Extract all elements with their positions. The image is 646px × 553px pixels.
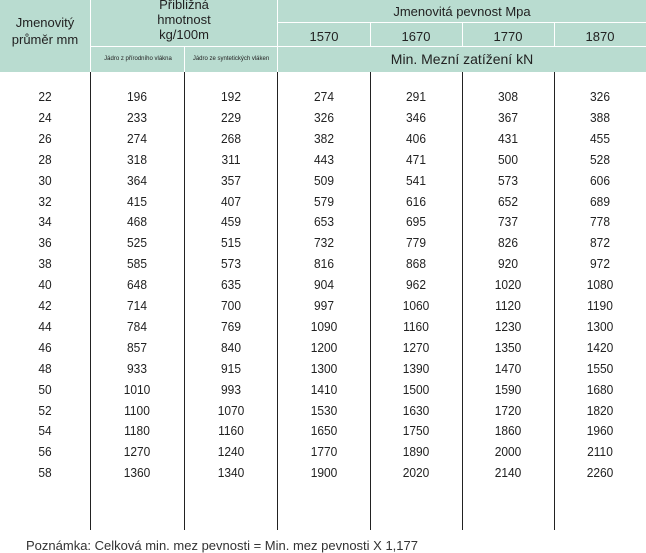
cell-load-1570: 443	[314, 151, 334, 167]
cell-diameter: 48	[38, 360, 52, 376]
cell-mass-natural: 525	[127, 235, 147, 251]
load-header: Min. Mezní zatížení kN	[390, 51, 534, 67]
cell-load-1570: 509	[314, 172, 334, 188]
grade-1670: 1670	[401, 29, 431, 44]
cell-mass-synthetic: 515	[221, 235, 241, 251]
cell-load-1770: 1470	[494, 360, 522, 376]
cell-load-1670: 346	[406, 109, 426, 125]
cell-load-1870: 2110	[587, 444, 613, 460]
cell-diameter: 40	[38, 277, 52, 293]
cell-load-1570: 579	[314, 193, 334, 209]
grade-1870: 1870	[585, 29, 615, 44]
cell-load-1870: 606	[590, 172, 610, 188]
cell-mass-synthetic: 993	[221, 381, 241, 397]
cell-mass-natural: 468	[127, 214, 147, 230]
table-header	[0, 0, 646, 72]
cell-load-1870: 1300	[586, 318, 614, 334]
cell-mass-natural: 648	[127, 277, 147, 293]
mass-header-line2: hmotnost	[157, 12, 211, 27]
grade-1770: 1770	[493, 29, 523, 44]
cell-mass-synthetic: 229	[221, 109, 241, 125]
column-rule	[90, 72, 91, 530]
cell-mass-natural: 318	[127, 151, 147, 167]
cell-load-1570: 904	[314, 277, 334, 293]
cell-mass-synthetic: 357	[221, 172, 241, 188]
cell-load-1670: 1160	[403, 318, 429, 334]
cell-load-1670: 616	[406, 193, 426, 209]
cell-diameter: 54	[38, 423, 52, 439]
mass-header-line3: kg/100m	[159, 27, 209, 42]
cell-mass-synthetic: 1240	[217, 444, 245, 460]
cell-load-1870: 528	[590, 151, 610, 167]
cell-load-1770: 1120	[495, 298, 521, 313]
cell-load-1570: 997	[314, 298, 334, 313]
cell-diameter: 30	[38, 172, 52, 188]
cell-load-1770: 652	[498, 193, 518, 209]
cell-load-1670: 1750	[402, 423, 430, 439]
cell-load-1570: 1300	[310, 360, 338, 376]
header-divider	[277, 0, 278, 72]
cell-diameter: 26	[38, 130, 52, 146]
cell-diameter: 44	[38, 318, 52, 334]
cell-mass-natural: 274	[127, 130, 147, 146]
cell-load-1870: 778	[590, 214, 610, 230]
cell-load-1570: 382	[314, 130, 334, 146]
header-divider	[90, 0, 91, 72]
cell-load-1570: 326	[314, 109, 334, 125]
cell-load-1570: 1650	[310, 423, 338, 439]
cell-load-1770: 2000	[494, 444, 522, 460]
cell-diameter: 28	[38, 151, 52, 167]
grade-1570: 1570	[309, 29, 339, 44]
cell-diameter: 46	[38, 339, 52, 355]
core-synthetic-header: Jádro ze syntetických vláken	[192, 56, 270, 62]
cell-load-1670: 868	[406, 256, 426, 272]
cell-load-1770: 500	[498, 151, 518, 167]
header-divider	[370, 22, 371, 46]
cell-mass-natural: 1010	[123, 381, 151, 397]
cell-mass-natural: 415	[127, 193, 147, 209]
cell-load-1770: 1350	[494, 339, 522, 355]
cell-mass-synthetic: 192	[221, 89, 241, 104]
cell-mass-natural: 784	[127, 318, 147, 334]
cell-load-1570: 1530	[310, 402, 338, 418]
cell-load-1870: 972	[590, 256, 610, 272]
cell-load-1870: 1420	[586, 339, 614, 355]
cell-load-1670: 1890	[402, 444, 430, 460]
cell-load-1870: 455	[590, 130, 610, 146]
cell-mass-synthetic: 1160	[218, 423, 244, 439]
cell-load-1770: 308	[498, 89, 518, 104]
cell-mass-synthetic: 459	[221, 214, 241, 230]
column-rule	[554, 72, 555, 530]
cell-diameter: 22	[38, 89, 52, 104]
cell-load-1670: 1270	[402, 339, 430, 355]
cell-mass-synthetic: 1070	[217, 402, 245, 418]
cell-load-1870: 1190	[587, 298, 613, 313]
cell-load-1670: 962	[406, 277, 426, 293]
cell-load-1870: 326	[590, 89, 610, 104]
cell-mass-synthetic: 268	[221, 130, 241, 146]
cell-load-1870: 1550	[586, 360, 614, 376]
cell-mass-synthetic: 840	[221, 339, 241, 355]
strength-header: Jmenovitá pevnost Mpa	[393, 4, 531, 19]
cell-mass-synthetic: 700	[221, 298, 241, 313]
cell-mass-synthetic: 1340	[217, 465, 245, 481]
mass-header	[91, 0, 277, 42]
cell-diameter: 34	[38, 214, 52, 230]
core-natural-header: Jádro z přírodního vlákna	[104, 56, 172, 62]
column-rule	[277, 72, 278, 530]
cell-diameter: 36	[38, 235, 52, 251]
cell-load-1770: 826	[498, 235, 518, 251]
cell-load-1770: 737	[498, 214, 518, 230]
cell-load-1870: 388	[590, 109, 610, 125]
cell-load-1570: 653	[314, 214, 334, 230]
header-divider	[554, 22, 555, 46]
cell-mass-natural: 714	[127, 298, 147, 313]
header-divider	[462, 22, 463, 46]
cell-load-1870: 1680	[586, 381, 614, 397]
diameter-header	[0, 14, 90, 48]
cell-diameter: 42	[38, 298, 52, 313]
header-divider	[278, 46, 646, 47]
cell-load-1770: 431	[498, 130, 518, 146]
cell-load-1670: 695	[406, 214, 426, 230]
cell-load-1670: 1630	[402, 402, 430, 418]
cell-mass-natural: 1360	[123, 465, 151, 481]
cell-mass-natural: 585	[127, 256, 147, 272]
cell-mass-natural: 1100	[124, 402, 150, 418]
cell-load-1870: 1960	[586, 423, 614, 439]
cell-load-1670: 406	[406, 130, 426, 146]
cell-load-1670: 1390	[402, 360, 430, 376]
cell-mass-synthetic: 407	[221, 193, 241, 209]
cell-load-1770: 1720	[494, 402, 522, 418]
cell-diameter: 32	[38, 193, 52, 209]
cell-mass-natural: 196	[127, 89, 147, 104]
cell-load-1670: 1060	[402, 298, 430, 313]
cell-mass-synthetic: 769	[221, 318, 241, 334]
cell-diameter: 52	[38, 402, 52, 418]
cell-mass-natural: 233	[127, 109, 147, 125]
diameter-header-line2: průměr mm	[11, 32, 79, 47]
cell-mass-natural: 857	[127, 339, 147, 355]
cell-load-1770: 2140	[494, 465, 522, 481]
cell-load-1770: 920	[498, 256, 518, 272]
cell-mass-synthetic: 915	[221, 360, 241, 376]
cell-load-1770: 1020	[494, 277, 522, 293]
cell-load-1770: 367	[498, 109, 518, 125]
cell-load-1670: 1500	[402, 381, 430, 397]
cell-load-1670: 779	[406, 235, 426, 251]
cell-diameter: 24	[38, 109, 52, 125]
cell-load-1570: 1410	[310, 381, 338, 397]
cell-load-1770: 1860	[494, 423, 522, 439]
cell-mass-natural: 364	[127, 172, 147, 188]
cell-diameter: 56	[38, 444, 52, 460]
cell-mass-natural: 1180	[124, 423, 150, 439]
cell-diameter: 50	[38, 381, 52, 397]
cell-diameter: 58	[38, 465, 52, 481]
cell-load-1870: 1820	[586, 402, 614, 418]
cell-load-1870: 872	[590, 235, 610, 251]
cell-load-1570: 1900	[310, 465, 338, 481]
cell-load-1570: 1770	[310, 444, 338, 460]
cell-load-1670: 2020	[402, 465, 430, 481]
header-divider	[184, 46, 185, 72]
cell-load-1570: 1090	[310, 318, 338, 334]
cell-load-1870: 2260	[586, 465, 614, 481]
cell-load-1670: 291	[406, 89, 426, 104]
cell-mass-synthetic: 573	[221, 256, 241, 272]
diameter-header-line1: Jmenovitý	[15, 15, 75, 30]
cell-mass-natural: 1270	[123, 444, 151, 460]
footnote: Poznámka: Celková min. mez pevnosti = Min. mez pevnosti X 1,177	[26, 538, 418, 553]
mass-header-line1: Přibližná	[159, 0, 209, 12]
cell-load-1770: 1590	[494, 381, 522, 397]
cell-load-1770: 1230	[494, 318, 522, 334]
cell-mass-synthetic: 635	[221, 277, 241, 293]
cell-mass-natural: 933	[127, 360, 147, 376]
cell-load-1870: 689	[590, 193, 610, 209]
cell-load-1570: 1200	[310, 339, 338, 355]
cell-diameter: 38	[38, 256, 52, 272]
cell-load-1570: 816	[314, 256, 334, 272]
cell-load-1870: 1080	[586, 277, 614, 293]
column-rule	[184, 72, 185, 530]
cell-load-1570: 732	[314, 235, 334, 251]
cell-load-1570: 274	[314, 89, 334, 104]
cell-load-1670: 471	[406, 151, 426, 167]
cell-mass-synthetic: 311	[221, 151, 241, 167]
cell-load-1670: 541	[406, 172, 426, 188]
cell-load-1770: 573	[498, 172, 518, 188]
column-rule	[462, 72, 463, 530]
column-rule	[370, 72, 371, 530]
